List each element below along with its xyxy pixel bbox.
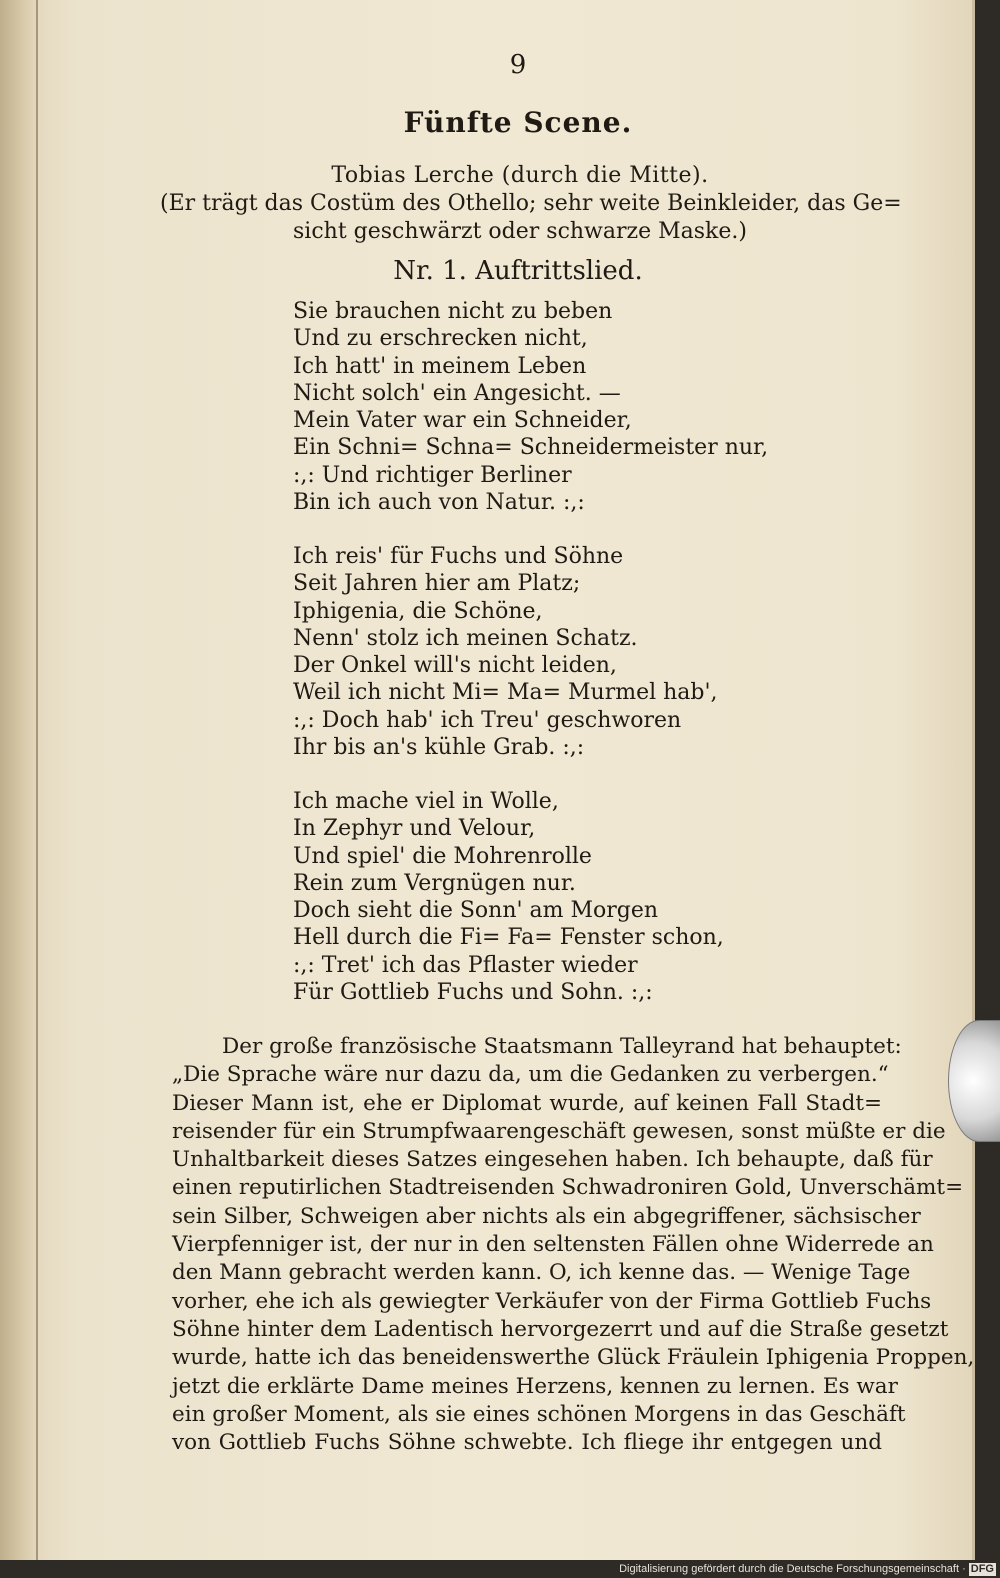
prose-line: vorher, ehe ich als gewiegter Verkäufer von der Firma Gottlieb Fuchs	[172, 1288, 932, 1314]
credit-text: Digitalisierung gefördert durch die Deutsche Forschungsgemeinschaft ·	[619, 1563, 966, 1575]
verse-line: Ich mache viel in Wolle,	[293, 789, 559, 814]
stage-direction-line: sicht geschwärzt oder schwarze Maske.)	[293, 219, 747, 244]
book-gutter	[0, 0, 40, 1560]
scene-title: Fünfte Scene.	[403, 106, 633, 139]
verse-line: Rein zum Vergnügen nur.	[293, 870, 576, 896]
prose-line: „Die Sprache wäre nur dazu da, um die Gedanken zu verbergen.“	[172, 1062, 889, 1088]
verse-line: :,: Und richtiger Berliner	[293, 462, 572, 488]
verse-line: Ein Schni= Schna= Schneidermeister nur,	[293, 435, 769, 461]
verse-2	[293, 543, 853, 761]
verse-1	[293, 298, 853, 516]
prose-line: Unhaltbarkeit dieses Satzes eingesehen haben. Ich behaupte, daß für	[172, 1147, 933, 1173]
prose-line: Söhne hinter dem Ladentisch hervorgezerrt und auf die Straße gesetzt	[172, 1316, 949, 1342]
verse-line: Doch sieht die Sonn' am Morgen	[293, 898, 659, 924]
prose-line: von Gottlieb Fuchs Söhne schwebte. Ich fliege ihr entgegen und	[172, 1430, 882, 1456]
prose-line: einen reputirlichen Stadtreisenden Schwadroniren Gold, Unverschämt=	[172, 1175, 964, 1201]
verse-line: Und spiel' die Mohrenrolle	[293, 843, 592, 869]
prose-line: wurde, hatte ich das beneidenswerthe Glück Fräulein Iphigenia Proppen,	[172, 1345, 975, 1371]
verse-line: :,: Doch hab' ich Treu' geschworen	[293, 707, 682, 733]
verse-3	[293, 788, 853, 1006]
prose-paragraph	[172, 1033, 975, 1457]
verse-line: :,: Tret' ich das Pflaster wieder	[293, 952, 638, 978]
prose-line: reisender für ein Strumpfwaarengeschäft gewesen, sonst müßte er die	[172, 1118, 946, 1144]
digitization-credit	[600, 1561, 1000, 1578]
verse-line: Iphigenia, die Schöne,	[293, 598, 543, 624]
page-number: 9	[509, 50, 527, 80]
verse-line: Hell durch die Fi= Fa= Fenster schon,	[293, 925, 724, 951]
verse-line: Weil ich nicht Mi= Ma= Murmel hab',	[293, 680, 718, 706]
verse-line: Mein Vater war ein Schneider,	[293, 408, 632, 434]
prose-line: Der große französische Staatsmann Talleyrand hat behauptet:	[222, 1034, 902, 1059]
dfg-logo: DFG	[970, 1563, 994, 1575]
stage-direction-line: Tobias Lerche (durch die Mitte).	[331, 163, 709, 188]
verse-line: Sie brauchen nicht zu beben	[293, 299, 613, 324]
verse-line: Der Onkel will's nicht leiden,	[293, 653, 617, 679]
gutter-fold-line	[36, 0, 38, 1560]
song-title: Nr. 1. Auftrittslied.	[393, 256, 643, 286]
verse-line: Ihr bis an's kühle Grab. :,:	[293, 735, 585, 761]
prose-line: Dieser Mann ist, ehe er Diplomat wurde, auf keinen Fall Stadt=	[172, 1090, 882, 1116]
verse-line: Nicht solch' ein Angesicht. —	[293, 380, 621, 406]
stage-direction-line: (Er trägt das Costüm des Othello; sehr weite Beinkleider, das Ge=	[160, 191, 902, 216]
prose-line: Vierpfenniger ist, der nur in den seltensten Fällen ohne Widerrede an	[172, 1232, 934, 1258]
verse-line: Und zu erschrecken nicht,	[293, 326, 588, 352]
prose-line: ein großer Moment, als sie eines schönen Morgens in das Geschäft	[172, 1401, 906, 1427]
prose-line: sein Silber, Schweigen aber nichts als ein abgegriffener, sächsischer	[172, 1203, 921, 1229]
prose-line: den Mann gebracht werden kann. O, ich kenne das. — Wenige Tage	[172, 1260, 911, 1286]
verse-line: Ich reis' für Fuchs und Söhne	[293, 544, 624, 569]
verse-line: In Zephyr und Velour,	[293, 816, 536, 842]
verse-line: Nenn' stolz ich meinen Schatz.	[293, 625, 638, 651]
prose-line: jetzt die erklärte Dame meines Herzens, kennen zu lernen. Es war	[172, 1373, 898, 1399]
verse-line: Bin ich auch von Natur. :,:	[293, 490, 585, 516]
verse-line: Ich hatt' in meinem Leben	[293, 353, 587, 379]
verse-line: Für Gottlieb Fuchs und Sohn. :,:	[293, 980, 653, 1006]
verse-line: Seit Jahren hier am Platz;	[293, 571, 581, 597]
